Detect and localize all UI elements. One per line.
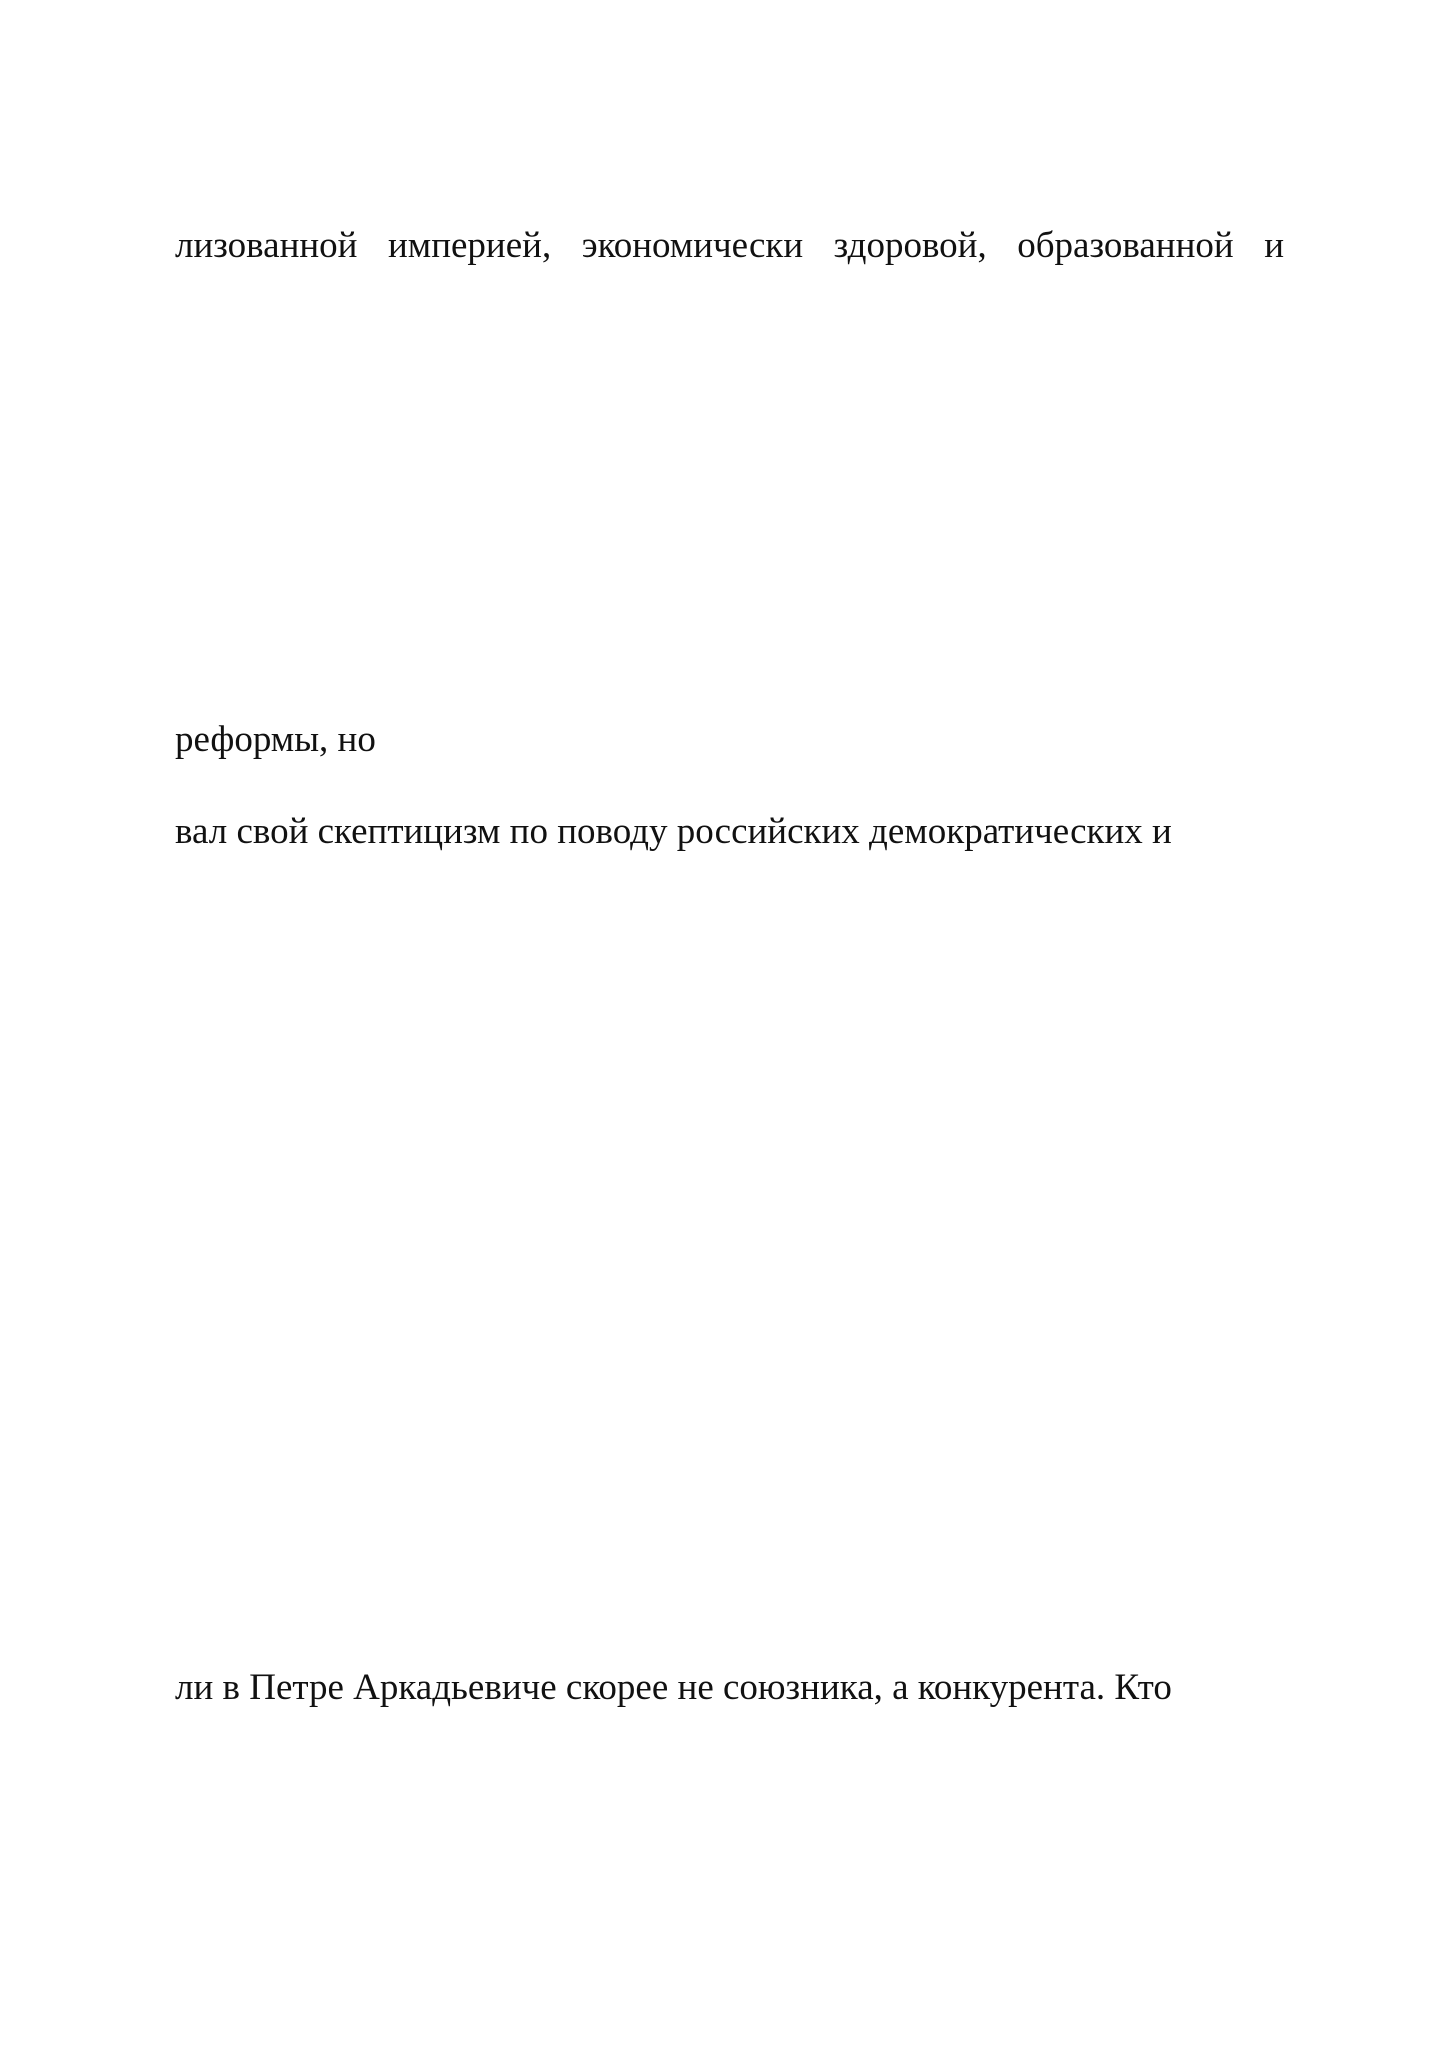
text-line: лизованной империей, экономически здоровой, образованной и [175,225,1284,266]
text-line: вал свой скептицизм по поводу российских демократических и [175,811,1172,852]
text-line: реформы, но [175,719,376,760]
text-line: ли в Петре Аркадьевиче скорее не союзника, а конкурента. Кто [175,1667,1172,1708]
